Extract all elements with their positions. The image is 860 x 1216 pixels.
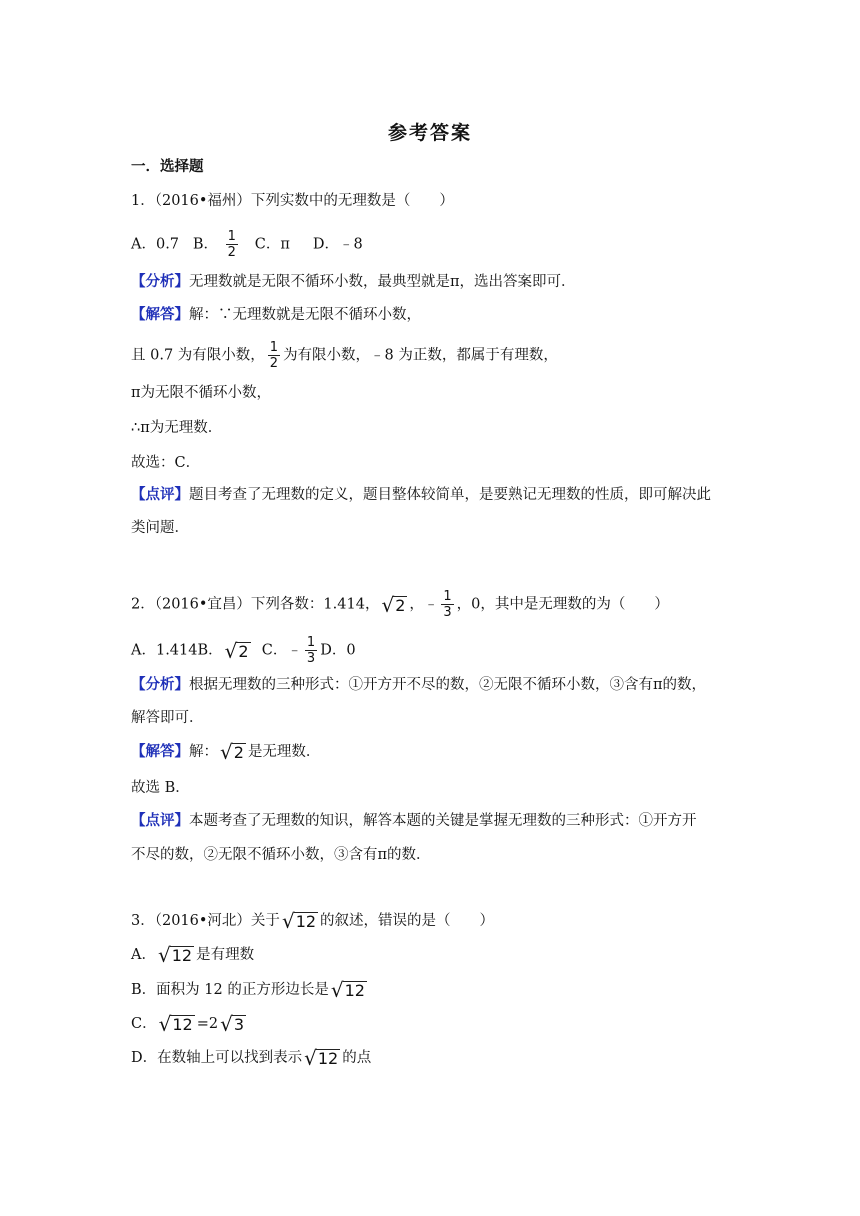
- solution-tag: 【解答】: [131, 743, 189, 760]
- q2-choice: 故选 B．: [131, 780, 190, 796]
- section-heading: 一．选择题: [131, 158, 204, 175]
- q1-option-b-fraction: $\frac{1}{2}$: [227, 229, 236, 260]
- sqrt-12: √ 12: [330, 978, 365, 1002]
- q3-stem: 3．（2016•河北）关于 √ 12 的叙述，错误的是（ ）: [131, 909, 495, 933]
- q3-option-b: B．面积为 12 的正方形边长是 √ 12: [131, 978, 365, 1002]
- analysis-tag: 【分析】: [131, 676, 189, 693]
- q1-comment-line1: 【点评】题目考查了无理数的定义，题目整体较简单，是要熟记无理数的性质，即可解决此: [131, 486, 711, 503]
- solution-tag: 【解答】: [131, 306, 189, 323]
- q3-option-a: A． √ 12 是有理数: [131, 943, 255, 967]
- q1-solution-line4: ∴π为无理数．: [131, 420, 223, 436]
- analysis-tag: 【分析】: [131, 273, 189, 290]
- sqrt-12: √ 12: [158, 1012, 193, 1036]
- q2-option-d: D．0: [320, 642, 356, 659]
- q1-choice: 故选：C．: [131, 455, 201, 471]
- q3-option-c: C． √ 12 =2 √ 3: [131, 1012, 245, 1036]
- q1-stem: 1．（2016•福州）下列实数中的无理数是（ ）: [131, 193, 454, 209]
- q1-solution-line2: 且 0.7 为有限小数， $\frac{1}{2}$ 为有限小数，﹣8 为正数，都属于有理数，: [131, 340, 558, 371]
- sqrt-2: √ 2: [220, 740, 244, 764]
- solution-fraction: $\frac{1}{2}$: [269, 340, 279, 371]
- q2-comment-line1: 【点评】本题考查了无理数的知识，解答本题的关键是掌握无理数的三种形式：①开方开: [131, 812, 697, 829]
- q1-options: [131, 230, 363, 259]
- q1-option-a: A．0.7: [131, 236, 180, 253]
- page-title: 参考答案: [387, 122, 472, 144]
- q1-comment-line2: 类问题．: [131, 520, 189, 536]
- sqrt-2: √ 2: [381, 592, 406, 617]
- fraction-one-third: $\frac{1}{3}$: [306, 635, 316, 666]
- sqrt-12: √ 12: [304, 1046, 339, 1070]
- fraction-one-third: $\frac{1}{3}$: [443, 589, 452, 620]
- sqrt-2: √ 2: [224, 638, 249, 663]
- q1-analysis: 【分析】无理数就是无限不循环小数，最典型就是π，选出答案即可．: [131, 273, 576, 290]
- sqrt-3: √ 3: [220, 1012, 245, 1036]
- q2-stem: 2．（2016•宜昌）下列各数：1.414， √ 2 ，﹣ $\frac{1}{3}$ ，0，其中是无理数的为（ ）: [131, 589, 669, 620]
- q2-analysis-line1: 【分析】根据无理数的三种形式：①开方开不尽的数，②无限不循环小数，③含有π的数，: [131, 676, 707, 693]
- q2-solution: 【解答】解： √ 2 是无理数．: [131, 740, 321, 764]
- q2-analysis-line2: 解答即可．: [131, 710, 204, 726]
- sqrt-12: √ 12: [281, 909, 317, 933]
- q1-option-b: B．: [192, 236, 219, 253]
- q1-option-d: D．﹣8: [312, 236, 363, 253]
- q2-comment-line2: 不尽的数，②无限不循环小数，③含有π的数．: [131, 847, 431, 863]
- q1-solution-line3: π为无限不循环小数，: [131, 385, 272, 401]
- q2-option-c: C．﹣: [261, 642, 302, 659]
- q2-option-a: A．1.414B．: [131, 642, 223, 659]
- comment-tag: 【点评】: [131, 812, 189, 829]
- q2-options: [131, 636, 356, 665]
- q1-solution-line1: 【解答】解：∵无理数就是无限不循环小数，: [131, 306, 421, 323]
- q3-option-d: D．在数轴上可以找到表示 √ 12 的点: [131, 1046, 372, 1070]
- sqrt-12: √ 12: [157, 943, 193, 967]
- q1-option-c: C．π: [254, 236, 290, 253]
- comment-tag: 【点评】: [131, 486, 189, 503]
